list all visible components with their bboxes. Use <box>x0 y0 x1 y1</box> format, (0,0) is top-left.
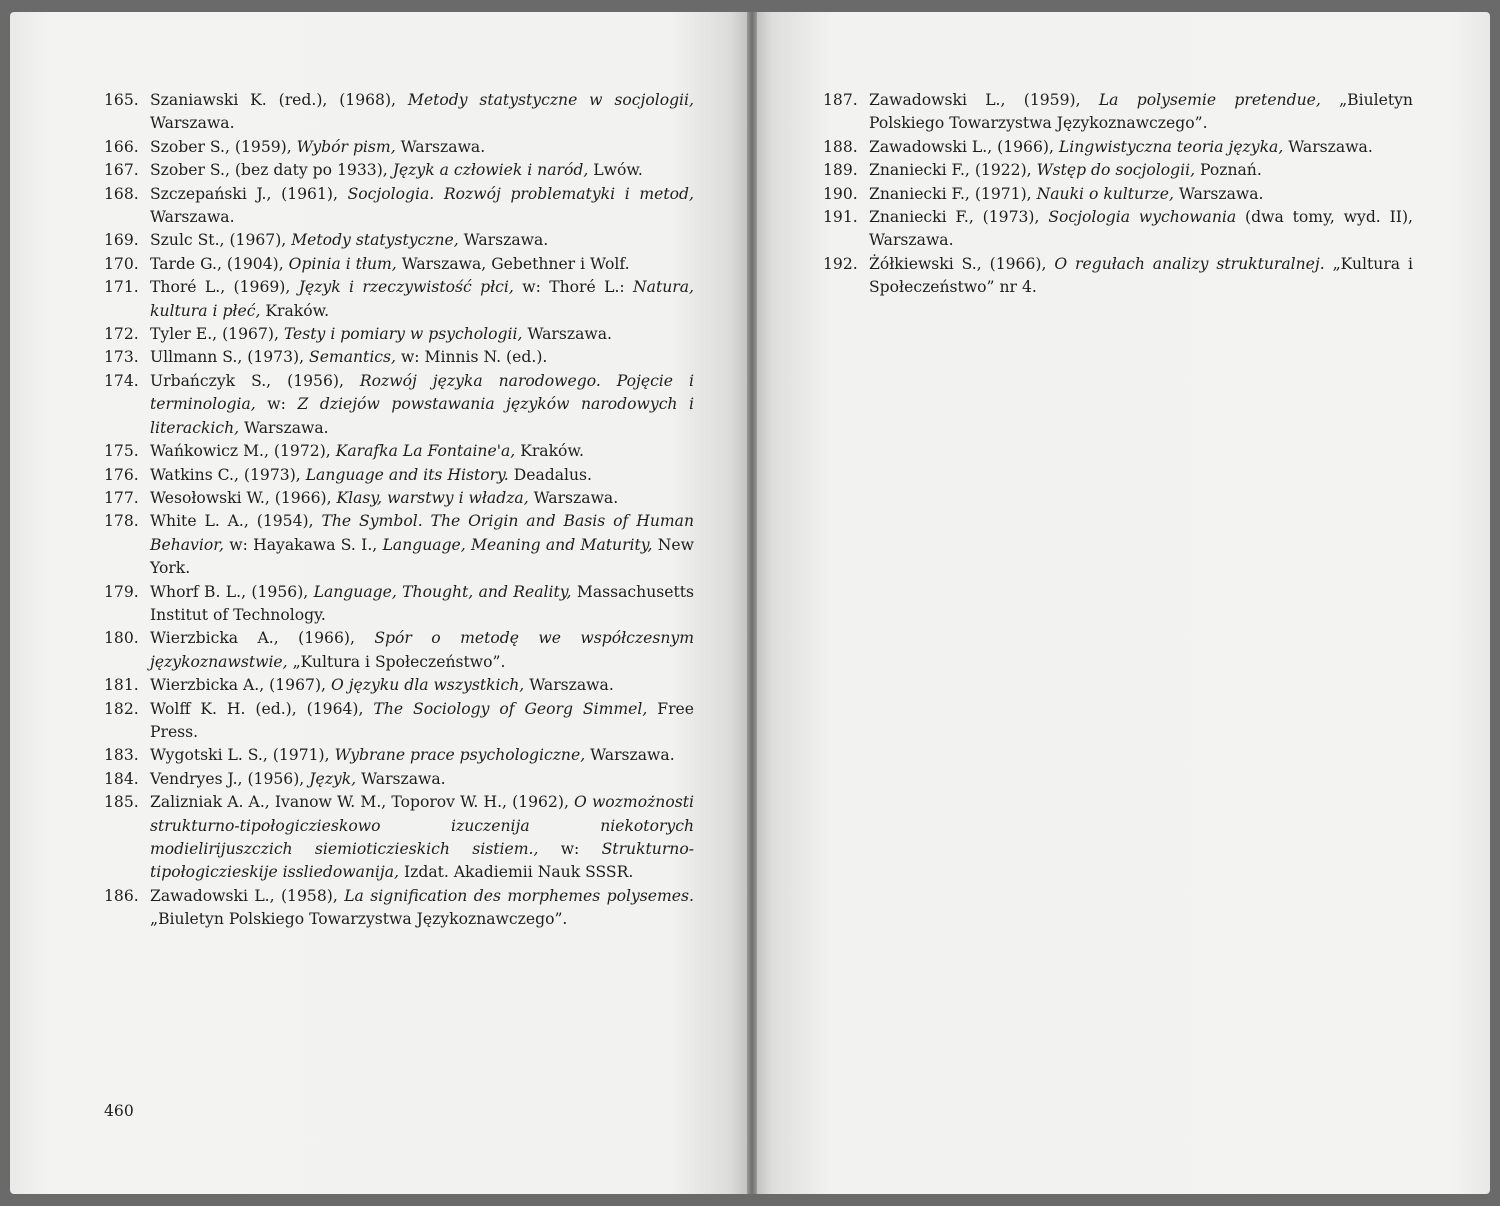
entry-number: 185. <box>104 793 139 812</box>
entry-title: O języku dla wszystkich, <box>330 676 525 695</box>
entry-text: „Biuletyn Polskiego Towarzystwa Językoznawczego”. <box>869 91 1413 133</box>
entry-title: Socjologia. Rozwój problematyki i metod, <box>347 184 694 203</box>
entry-title: Opinia i tłum, <box>288 254 397 273</box>
entry-number: 178. <box>104 512 139 531</box>
entry-title: La signification des morphemes polysemes. <box>344 886 694 905</box>
entry-title: Spór o metodę we współczesnym językoznawstwie, <box>150 629 694 671</box>
entry-text: „Biuletyn Polskiego Towarzystwa Językoznawczego”. <box>150 910 568 929</box>
entry-text: Znaniecki F., (1973), <box>869 208 1049 227</box>
entry-title: The Symbol. The Origin and Basis of Human Behavior, <box>150 512 694 554</box>
entry-text: Zalizniak A. A., Ivanow W. M., Toporov W. H., (1962), <box>150 793 575 812</box>
entry-text: Warszawa. <box>395 137 486 156</box>
entry-title: La polysemie pretendue, <box>1098 91 1321 109</box>
entry-number: 182. <box>104 699 139 718</box>
entry-title: O wozmożnosti strukturno-tipołogiczieskowo izuczenija niekotorych modielirijuszczich siemioticzieskich sistiem., <box>150 793 694 858</box>
entry-text: Warszawa. <box>585 746 675 765</box>
entry-number: 187. <box>823 91 858 109</box>
entry-text: Tarde G., (1904), <box>150 254 289 273</box>
entry-text: Poznań. <box>1195 161 1262 180</box>
bibliography-entry <box>104 253 694 276</box>
entry-title: Wstęp do socjologii, <box>1036 161 1196 180</box>
entry-text: Free Press. <box>150 699 694 741</box>
bibliography-entry <box>104 487 694 510</box>
entry-title: O regułach analizy strukturalnej. <box>1054 254 1325 273</box>
entry-title: Nauki o kulturze, <box>1036 184 1174 203</box>
entry-text: Szober S., (1959), <box>150 137 297 156</box>
bibliography-entry <box>104 183 694 230</box>
bibliography-entry <box>104 674 694 697</box>
entry-text: Izdat. Akadiemii Nauk SSSR. <box>399 863 634 882</box>
entry-number: 180. <box>104 629 139 648</box>
bibliography-entry <box>104 510 694 580</box>
right-bibliography-column <box>823 89 1413 300</box>
bibliography-entry <box>104 768 694 791</box>
bibliography-entry <box>104 627 694 674</box>
bibliography-entry <box>104 370 694 440</box>
entry-text: w: Hayakawa S. I., <box>223 535 383 554</box>
bibliography-entry <box>104 89 694 136</box>
entry-number: 181. <box>104 676 139 695</box>
entry-text: Vendryes J., (1956), <box>150 769 310 788</box>
entry-text: Warszawa. <box>150 114 235 133</box>
entry-text: Whorf B. L., (1956), <box>150 582 314 601</box>
bibliography-entry <box>823 253 1413 300</box>
entry-number: 179. <box>104 582 139 601</box>
entry-title: Semantics, <box>309 348 396 367</box>
entry-text: Warszawa. <box>239 418 329 437</box>
entry-text: „Kultura i Społeczeństwo” nr 4. <box>869 254 1413 297</box>
bibliography-entry <box>823 159 1413 182</box>
book-gutter <box>747 12 757 1194</box>
entry-text: w: <box>255 395 298 414</box>
entry-text: w: <box>538 840 602 858</box>
entry-title: Testy i pomiary w psychologii, <box>283 325 523 344</box>
entry-number: 169. <box>104 231 139 250</box>
entry-text: Żółkiewski S., (1966), <box>869 254 1055 273</box>
entry-number: 166. <box>104 137 139 156</box>
entry-text: Kraków. <box>260 301 330 320</box>
entry-title: Klasy, warstwy i władza, <box>336 488 529 507</box>
entry-number: 192. <box>823 254 858 273</box>
entry-number: 167. <box>104 161 139 180</box>
entry-number: 186. <box>104 886 139 905</box>
entry-text: Warszawa. <box>1283 137 1373 156</box>
entry-text: Warszawa. <box>458 231 549 250</box>
entry-text: Warszawa. <box>150 208 235 227</box>
entry-text: Zawadowski L., (1959), <box>869 91 1099 109</box>
entry-title: Natura, kultura i płeć, <box>150 278 694 320</box>
bibliography-entry <box>823 206 1413 253</box>
entry-number: 170. <box>104 254 139 273</box>
entry-text: Szaniawski K. (red.), (1968), <box>150 91 408 109</box>
bibliography-entry <box>104 276 694 323</box>
entry-title: Z dziejów powstawania języków narodowych i literackich, <box>150 395 695 437</box>
entry-title: Lingwistyczna teoria języka, <box>1058 137 1284 156</box>
entry-title: Language, Thought, and Reality, <box>313 582 572 601</box>
entry-number: 189. <box>823 161 858 180</box>
entry-title: Language, Meaning and Maturity, <box>382 535 653 554</box>
entry-number: 173. <box>104 348 139 367</box>
entry-text: Tyler E., (1967), <box>150 325 284 344</box>
entry-title: Wybrane prace psychologiczne, <box>334 746 586 765</box>
entry-number: 183. <box>104 746 139 765</box>
entry-text: Warszawa. <box>522 325 612 344</box>
entry-text: Warszawa. <box>524 676 614 695</box>
entry-title: Strukturno-tipołogiczieskije issliedowanija, <box>150 840 694 882</box>
entry-text: Szczepański J., (1961), <box>150 184 348 203</box>
entry-number: 174. <box>104 371 139 390</box>
entry-text: Znaniecki F., (1971), <box>869 184 1037 203</box>
entry-text: Kraków. <box>515 442 584 461</box>
entry-text: Wygotski L. S., (1971), <box>150 746 335 765</box>
bibliography-entry <box>104 885 694 932</box>
entry-number: 168. <box>104 184 139 203</box>
entry-text: Thoré L., (1969), <box>150 278 299 297</box>
entry-number: 177. <box>104 488 139 507</box>
bibliography-entry <box>104 464 694 487</box>
entry-text: Warszawa. <box>1173 184 1264 203</box>
bibliography-entry <box>104 136 694 159</box>
bibliography-entry <box>104 744 694 767</box>
entry-text: (dwa tomy, wyd. II), Warszawa. <box>869 208 1413 250</box>
bibliography-entry <box>823 183 1413 206</box>
entry-text: Znaniecki F., (1922), <box>869 161 1037 180</box>
bibliography-entry <box>104 346 694 369</box>
entry-number: 165. <box>104 91 139 109</box>
entry-title: Wybór pism, <box>296 137 396 156</box>
entry-title: Język i rzeczywistość płci, <box>298 278 514 297</box>
bibliography-entry <box>823 136 1413 159</box>
entry-title: Karafka La Fontaine'a, <box>335 442 516 461</box>
entry-text: Wierzbicka A., (1967), <box>150 676 331 695</box>
entry-title: Socjologia wychowania <box>1048 208 1237 227</box>
entry-number: 184. <box>104 769 139 788</box>
entry-title: Metody statystyczne w socjologii, <box>407 91 694 109</box>
entry-title: Metody statystyczne, <box>291 231 459 250</box>
entry-text: Deadalus. <box>508 465 593 484</box>
entry-text: Szulc St., (1967), <box>150 231 292 250</box>
entry-number: 172. <box>104 325 139 344</box>
entry-text: Ullmann S., (1973), <box>150 348 310 367</box>
bibliography-entry <box>104 581 694 628</box>
entry-text: Warszawa, Gebethner i Wolf. <box>396 254 630 273</box>
entry-number: 171. <box>104 278 139 297</box>
page-number: 460 <box>104 1102 134 1120</box>
entry-text: Watkins C., (1973), <box>150 465 306 484</box>
entry-text: Massachusetts Institut of Technology. <box>150 582 695 624</box>
entry-text: Zawadowski L., (1958), <box>150 886 345 905</box>
bibliography-entry <box>104 698 694 745</box>
entry-number: 188. <box>823 137 858 156</box>
bibliography-entry <box>104 159 694 182</box>
entry-title: Język a człowiek i naród, <box>392 161 589 180</box>
entry-text: Urbańczyk S., (1956), <box>150 371 360 390</box>
entry-number: 176. <box>104 465 139 484</box>
entry-text: New York. <box>150 535 695 578</box>
left-bibliography-column <box>104 89 694 932</box>
entry-text: Szober S., (bez daty po 1933), <box>150 161 393 180</box>
entry-text: „Kultura i Społeczeństwo”. <box>287 652 506 671</box>
entry-text: Wesołowski W., (1966), <box>150 488 337 507</box>
entry-text: Wierzbicka A., (1966), <box>150 629 375 648</box>
entry-text: White L. A., (1954), <box>150 512 322 531</box>
entry-text: Wańkowicz M., (1972), <box>150 442 336 461</box>
bibliography-entry <box>104 323 694 346</box>
entry-text: w: Minnis N. (ed.). <box>396 348 548 367</box>
entry-text: Warszawa. <box>356 769 446 788</box>
bibliography-entry <box>104 440 694 463</box>
entry-text: w: Thoré L.: <box>513 278 634 297</box>
entry-title: The Sociology of Georg Simmel, <box>373 699 648 718</box>
entry-number: 190. <box>823 184 858 203</box>
entry-number: 191. <box>823 208 858 227</box>
entry-text: Zawadowski L., (1966), <box>869 137 1059 156</box>
entry-text: Lwów. <box>588 161 643 180</box>
entry-number: 175. <box>104 442 139 461</box>
entry-title: Rozwój języka narodowego. Pojęcie i terminologia, <box>150 371 694 414</box>
entry-title: Language and its History. <box>305 465 509 484</box>
bibliography-entry <box>104 229 694 252</box>
entry-text: Wolff K. H. (ed.), (1964), <box>150 699 374 718</box>
entry-title: Język, <box>309 769 357 788</box>
entry-text: Warszawa. <box>528 488 619 507</box>
bibliography-entry <box>823 89 1413 136</box>
bibliography-entry <box>104 791 694 885</box>
